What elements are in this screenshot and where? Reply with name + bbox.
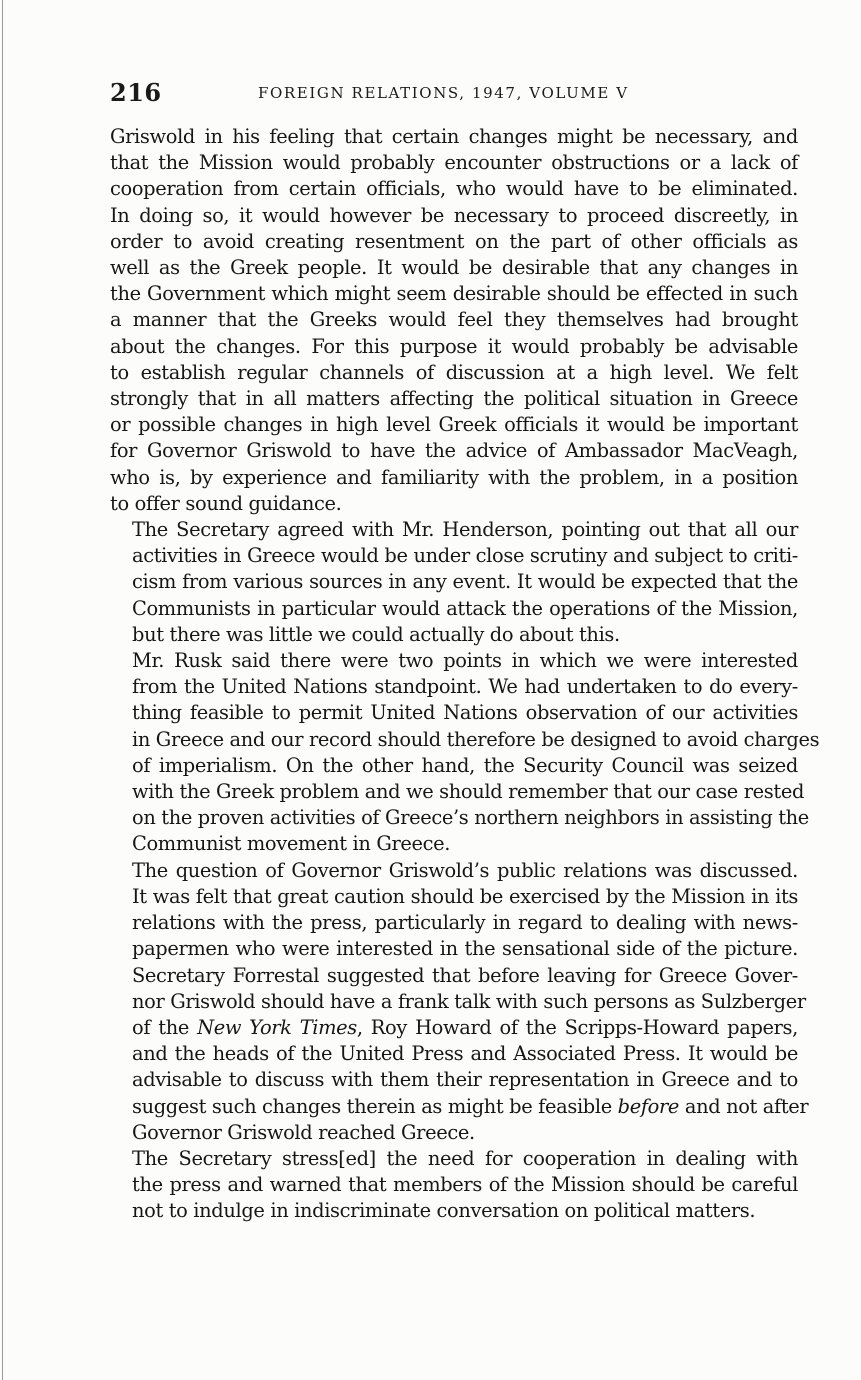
text-line: cooperation from certain officials, who would have to be eliminated. (110, 177, 798, 201)
page-edge-rule (2, 0, 3, 1380)
running-head: FOREIGN RELATIONS, 1947, VOLUME V (258, 84, 629, 102)
text-run: suggest such changes therein as might be feasible (132, 1094, 618, 1118)
text-line: for Governor Griswold to have the advice of Ambassador MacVeagh, (110, 439, 798, 463)
emphasis: before (617, 1094, 680, 1118)
text-line: nor Griswold should have a frank talk with such persons as Sulzberger (132, 989, 806, 1013)
text-line: not to indulge in indiscriminate conversation on political matters. (132, 1199, 756, 1223)
text-run: , Roy Howard of the Scripps-Howard papers, (356, 1015, 798, 1039)
text-line: a manner that the Greeks would feel they themselves had brought (110, 308, 798, 332)
text-line: that the Mission would probably encounter obstructions or a lack of (110, 151, 798, 175)
text-line: Mr. Rusk said there were two points in which we were interested (132, 649, 798, 673)
text-line: Secretary Forrestal suggested that before leaving for Greece Gover- (132, 963, 798, 987)
text-line: well as the Greek people. It would be desirable that any changes in (110, 256, 798, 280)
paragraph-1 (110, 124, 798, 517)
paragraph-2 (110, 517, 798, 648)
text-line: from the United Nations standpoint. We had undertaken to do every- (132, 675, 798, 699)
text-line: The Secretary agreed with Mr. Henderson, pointing out that all our (132, 518, 798, 542)
text-line: or possible changes in high level Greek officials it would be important (110, 413, 798, 437)
text-line: Communists in particular would attack the operations of the Mission, (132, 596, 798, 620)
text-run: of the (132, 1015, 198, 1039)
paragraph-5 (110, 1146, 798, 1225)
text-line: strongly that in all matters affecting the political situation in Greece (110, 387, 798, 411)
newspaper-title: New York Times (197, 1015, 357, 1039)
text-line: and the heads of the United Press and Associated Press. It would be (132, 1042, 798, 1066)
text-line (110, 1094, 809, 1120)
text-line: the press and warned that members of the Mission should be careful (132, 1173, 798, 1197)
text-line: advisable to discuss with them their representation in Greece and to (132, 1068, 798, 1092)
text-line: to establish regular channels of discussion at a high level. We felt (110, 360, 798, 384)
text-line: papermen who were interested in the sensational side of the picture. (132, 937, 798, 961)
page-number: 216 (110, 78, 162, 107)
paragraph-4 (110, 858, 809, 1146)
text-line: order to avoid creating resentment on the part of other officials as (110, 229, 798, 253)
text-line: on the proven activities of Greece’s northern neighbors in assisting the (132, 806, 809, 830)
text-line: about the changes. For this purpose it would probably be advisable (110, 334, 798, 358)
text-line: cism from various sources in any event. It would be expected that the (132, 570, 798, 594)
text-line: The Secretary stress[ed] the need for cooperation in dealing with (132, 1146, 798, 1170)
text-line: who is, by experience and familiarity with the problem, in a position (110, 465, 798, 489)
page-header (110, 78, 796, 106)
text-line: Governor Griswold reached Greece. (132, 1120, 475, 1144)
text-line: of imperialism. On the other hand, the Security Council was seized (132, 753, 798, 777)
text-line: thing feasible to permit United Nations observation of our activities (132, 701, 798, 725)
text-line: but there was little we could actually do about this. (132, 622, 620, 646)
text-line: activities in Greece would be under close scrutiny and subject to criti- (132, 544, 798, 568)
text-line: Communist movement in Greece. (132, 832, 451, 856)
text-line: in Greece and our record should therefore be designed to avoid charges (132, 727, 820, 751)
text-run: and not after (679, 1094, 809, 1118)
paragraph-3 (110, 648, 820, 858)
text-line: with the Greek problem and we should remember that our case rested (132, 780, 805, 804)
text-line: to offer sound guidance. (110, 491, 342, 515)
text-line: The question of Governor Griswold’s public relations was discussed. (132, 858, 798, 882)
text-line: In doing so, it would however be necessary to proceed discreetly, in (110, 203, 798, 227)
text-line: Griswold in his feeling that certain changes might be necessary, and (110, 125, 798, 148)
text-line: It was felt that great caution should be exercised by the Mission in its (132, 884, 798, 908)
text-line: the Government which might seem desirable should be effected in such (110, 282, 798, 306)
body-text (110, 124, 820, 1225)
text-line: relations with the press, particularly in regard to dealing with news- (132, 911, 798, 935)
text-line (110, 1015, 798, 1041)
